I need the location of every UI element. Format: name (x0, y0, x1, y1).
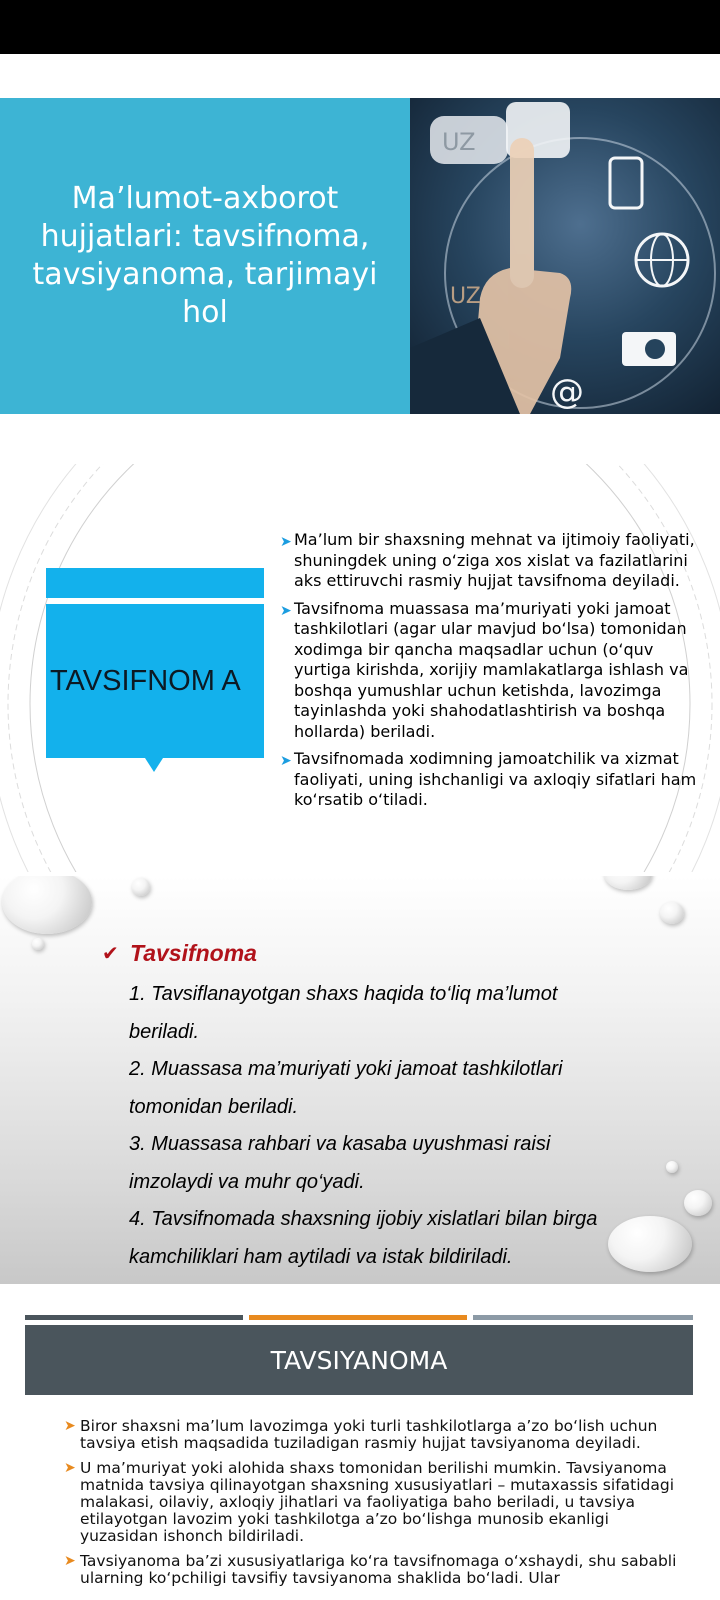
slide-title[interactable] (0, 98, 720, 414)
section-header (25, 1325, 693, 1395)
list-item: ➤ Tavsiyanoma ba’zi xususiyatlariga ko‘ra tavsifnomaga o‘xshaydi, shu sababli ularning ko‘pchiligi tavsifiy tavsiyanoma shaklida bo‘ladi. Ular (64, 1552, 677, 1587)
arrow-bullet-icon: ➤ (280, 602, 292, 619)
arrow-bullet-icon: ➤ (64, 1553, 76, 1569)
water-drop (32, 938, 44, 950)
slide-title-text: Ma’lumot-axborot hujjatlari: tavsifnoma, tavsiyanoma, tarjimayi hol (32, 181, 378, 330)
list-line: kamchiliklari ham aytiladi va istak bildiriladi. (129, 1245, 513, 1268)
arrow-bullet-icon: ➤ (64, 1460, 76, 1476)
photo-illustration (410, 98, 720, 414)
arrow-bullet-icon: ➤ (280, 534, 292, 550)
phone-icon (610, 158, 642, 208)
section-label-box (46, 604, 264, 758)
globe-icon (636, 234, 688, 286)
water-drop (132, 878, 150, 896)
water-drop (660, 902, 684, 924)
list-line: 3. Muassasa rahbari va kasaba uyushmasi raisi (129, 1133, 551, 1155)
uz-badge-top: UZ (442, 128, 476, 156)
list-item: ➤ Tavsifnoma muassasa ma’muriyati yoki jamoat tashkilotlari (agar ular mavjud bo‘lsa) tomonidan xodimga bir qancha maqsadlar uchun (o‘quv yurtiga kirishda, xorijiy mamlakatlarga ishlash va boshqa yumushlar uchun ketishda, lavozimga tayinlashda yoki shahodatlashtirish va boshqa hollarda) beriladi. (280, 598, 689, 741)
section-label: TAVSIFNOM A (50, 664, 241, 697)
list-line: imzolaydi va muhr qo‘yadi. (129, 1170, 365, 1193)
features-heading: ✔ Tavsifnoma (102, 940, 257, 966)
accent-bar-light (473, 1315, 693, 1320)
slide-tavsifnoma-definition[interactable] (0, 464, 720, 872)
title-panel (0, 98, 410, 414)
list-line: 1. Tavsiflanayotgan shaxs haqida to‘liq ma’lumot (129, 983, 558, 1005)
status-bar (0, 0, 720, 54)
accent-bar (46, 568, 264, 598)
list-item: ➤ Ma’lum bir shaxsning mehnat va ijtimoiy faoliyati, shuningdek uning o‘ziga xos xislat va fazilatlarini aks ettiruvchi rasmiy hujjat tavsifnoma deyiladi. (280, 530, 695, 590)
tavsiyanoma-list (64, 1418, 684, 1595)
slide-tavsifnoma-features[interactable] (0, 876, 720, 1284)
uz-badge-hand: UZ (450, 284, 481, 309)
water-drop (604, 876, 652, 890)
list-line: 4. Tavsifnomada shaxsning ijobiy xislatlari bilan birga (129, 1208, 598, 1230)
water-drop (2, 876, 92, 934)
list-item: ➤ Biror shaxsni ma’lum lavozimga yoki turli tashkilotlarga a’zo bo‘lish uchun tavsiya etish maqsadida tuziladigan rasmiy hujjat tavsiyanoma deyiladi. (64, 1417, 658, 1452)
accent-bar-gray (25, 1315, 243, 1320)
features-list (129, 976, 689, 1276)
list-item: ➤ Tavsifnomada xodimning jamoatchilik va xizmat faoliyati, uning ishchanligi va axloqiy sifatlari ham ko‘rsatib o‘tiladi. (280, 749, 697, 809)
section-title: TAVSIYANOMA (270, 1345, 448, 1375)
list-line: beriladi. (129, 1020, 200, 1043)
arrow-bullet-icon: ➤ (64, 1418, 76, 1434)
list-line: 2. Muassasa ma’muriyati yoki jamoat tashkilotlari (129, 1058, 563, 1080)
accent-bar-orange (249, 1315, 467, 1320)
arrow-bullet-icon: ➤ (280, 753, 292, 769)
definition-list (280, 530, 700, 818)
box-pointer (145, 758, 163, 772)
slide-tavsiyanoma[interactable] (0, 1288, 720, 1600)
list-line: tomonidan beriladi. (129, 1095, 298, 1118)
business-touch-photo (410, 98, 720, 414)
camera-icon (622, 332, 676, 366)
at-icon: @ (550, 372, 584, 412)
list-item: ➤ U ma’muriyat yoki alohida shaxs tomonidan berilishi mumkin. Tavsiyanoma matnida tavsiya qilinayotgan shaxsning xususiyatlari – mutaxassis sifatidagi malakasi, oilaviy, axloqiy jihatlari va faoliyatiga baho beriladi, u tavsiya etilayotgan lavozim yoki tashkilotga a’zo bo‘lishga munosib ekanligi yuzasidan ishonch bildiriladi. (64, 1459, 675, 1545)
checkmark-icon: ✔ (102, 943, 119, 965)
